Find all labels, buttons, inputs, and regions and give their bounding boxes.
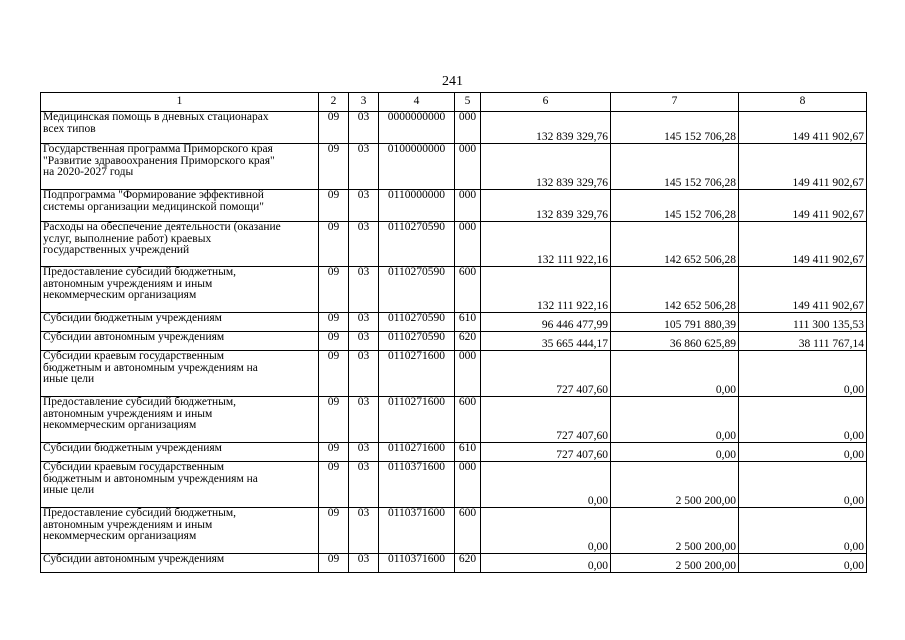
section-code-cell: 09 — [319, 351, 349, 397]
section-code-cell: 09 — [319, 267, 349, 313]
expense-type-cell: 000 — [455, 462, 481, 508]
subsection-code-cell: 03 — [349, 554, 379, 573]
subsection-code-cell: 03 — [349, 190, 379, 222]
subsection-code-cell: 03 — [349, 267, 379, 313]
target-article-cell: 0110000000 — [379, 190, 455, 222]
amount-cell-8: 149 411 902,67 — [739, 190, 867, 222]
subsection-code-cell: 03 — [349, 351, 379, 397]
row-name-cell: Субсидии краевым государственным бюджетным и автономным учреждениям на иные цели — [41, 351, 319, 397]
section-code-cell: 09 — [319, 554, 349, 573]
expense-type-cell: 000 — [455, 112, 481, 144]
target-article-cell: 0000000000 — [379, 112, 455, 144]
table-row — [41, 462, 867, 508]
subsection-code-cell: 03 — [349, 222, 379, 267]
row-name-cell: Субсидии бюджетным учреждениям — [41, 313, 319, 332]
amount-cell-7: 36 860 625,89 — [611, 332, 739, 351]
target-article-cell: 0110271600 — [379, 351, 455, 397]
subsection-code-cell: 03 — [349, 397, 379, 443]
amount-cell-7: 145 152 706,28 — [611, 190, 739, 222]
target-article-cell: 0110270590 — [379, 267, 455, 313]
expense-type-cell: 610 — [455, 443, 481, 462]
expense-type-cell: 000 — [455, 222, 481, 267]
amount-cell-8: 149 411 902,67 — [739, 112, 867, 144]
target-article-cell: 0110270590 — [379, 313, 455, 332]
expense-type-cell: 000 — [455, 190, 481, 222]
section-code-cell: 09 — [319, 443, 349, 462]
table-row — [41, 332, 867, 351]
table-row — [41, 313, 867, 332]
subsection-code-cell: 03 — [349, 144, 379, 190]
amount-cell-8: 0,00 — [739, 397, 867, 443]
amount-cell-6: 132 839 329,76 — [481, 190, 611, 222]
table-row — [41, 222, 867, 267]
column-header: 1 — [41, 93, 319, 112]
expense-type-cell: 600 — [455, 397, 481, 443]
row-name-cell: Предоставление субсидий бюджетным, автономным учреждениям и иным некоммерческим организациям — [41, 267, 319, 313]
target-article-cell: 0110371600 — [379, 462, 455, 508]
expense-type-cell: 600 — [455, 267, 481, 313]
table-row — [41, 267, 867, 313]
amount-cell-8: 0,00 — [739, 351, 867, 397]
amount-cell-6: 35 665 444,17 — [481, 332, 611, 351]
amount-cell-7: 142 652 506,28 — [611, 222, 739, 267]
table-row — [41, 144, 867, 190]
amount-cell-8: 0,00 — [739, 443, 867, 462]
amount-cell-6: 132 839 329,76 — [481, 144, 611, 190]
target-article-cell: 0110270590 — [379, 332, 455, 351]
target-article-cell: 0110270590 — [379, 222, 455, 267]
amount-cell-7: 0,00 — [611, 443, 739, 462]
row-name-cell: Предоставление субсидий бюджетным, автономным учреждениям и иным некоммерческим организациям — [41, 508, 319, 554]
row-name-cell: Государственная программа Приморского края "Развитие здравоохранения Приморского края" на 2020-2027 годы — [41, 144, 319, 190]
expense-type-cell: 000 — [455, 144, 481, 190]
target-article-cell: 0110271600 — [379, 443, 455, 462]
row-name-cell: Расходы на обеспечение деятельности (оказание услуг, выполнение работ) краевых государственных учреждений — [41, 222, 319, 267]
table-body — [41, 112, 867, 573]
amount-cell-8: 38 111 767,14 — [739, 332, 867, 351]
subsection-code-cell: 03 — [349, 313, 379, 332]
row-name-cell: Субсидии автономным учреждениям — [41, 554, 319, 573]
row-name-cell: Субсидии автономным учреждениям — [41, 332, 319, 351]
subsection-code-cell: 03 — [349, 332, 379, 351]
table-row — [41, 397, 867, 443]
row-name-cell: Субсидии бюджетным учреждениям — [41, 443, 319, 462]
target-article-cell: 0100000000 — [379, 144, 455, 190]
budget-table — [40, 92, 867, 573]
row-name-cell: Медицинская помощь в дневных стационарах всех типов — [41, 112, 319, 144]
column-header: 2 — [319, 93, 349, 112]
amount-cell-6: 96 446 477,99 — [481, 313, 611, 332]
amount-cell-6: 727 407,60 — [481, 351, 611, 397]
table-row — [41, 190, 867, 222]
section-code-cell: 09 — [319, 190, 349, 222]
expense-type-cell: 000 — [455, 351, 481, 397]
section-code-cell: 09 — [319, 332, 349, 351]
amount-cell-6: 0,00 — [481, 554, 611, 573]
amount-cell-6: 727 407,60 — [481, 443, 611, 462]
subsection-code-cell: 03 — [349, 443, 379, 462]
section-code-cell: 09 — [319, 313, 349, 332]
table-row — [41, 554, 867, 573]
amount-cell-6: 0,00 — [481, 462, 611, 508]
amount-cell-8: 0,00 — [739, 554, 867, 573]
section-code-cell: 09 — [319, 112, 349, 144]
page-number: 241 — [442, 74, 463, 89]
row-name-cell: Субсидии краевым государственным бюджетным и автономным учреждениям на иные цели — [41, 462, 319, 508]
amount-cell-7: 145 152 706,28 — [611, 112, 739, 144]
amount-cell-8: 149 411 902,67 — [739, 144, 867, 190]
section-code-cell: 09 — [319, 144, 349, 190]
expense-type-cell: 610 — [455, 313, 481, 332]
amount-cell-6: 727 407,60 — [481, 397, 611, 443]
table-row — [41, 112, 867, 144]
column-header: 6 — [481, 93, 611, 112]
amount-cell-7: 105 791 880,39 — [611, 313, 739, 332]
amount-cell-7: 0,00 — [611, 351, 739, 397]
row-name-cell: Подпрограмма "Формирование эффективной системы организации медицинской помощи" — [41, 190, 319, 222]
amount-cell-6: 132 111 922,16 — [481, 267, 611, 313]
expense-type-cell: 620 — [455, 332, 481, 351]
table-row — [41, 443, 867, 462]
amount-cell-8: 149 411 902,67 — [739, 267, 867, 313]
expense-type-cell: 620 — [455, 554, 481, 573]
table-row — [41, 508, 867, 554]
column-header: 4 — [379, 93, 455, 112]
amount-cell-8: 111 300 135,53 — [739, 313, 867, 332]
column-header: 7 — [611, 93, 739, 112]
target-article-cell: 0110371600 — [379, 508, 455, 554]
amount-cell-7: 2 500 200,00 — [611, 554, 739, 573]
amount-cell-7: 145 152 706,28 — [611, 144, 739, 190]
amount-cell-7: 142 652 506,28 — [611, 267, 739, 313]
section-code-cell: 09 — [319, 222, 349, 267]
subsection-code-cell: 03 — [349, 508, 379, 554]
column-header: 5 — [455, 93, 481, 112]
table-row — [41, 351, 867, 397]
amount-cell-7: 0,00 — [611, 397, 739, 443]
row-name-cell: Предоставление субсидий бюджетным, автономным учреждениям и иным некоммерческим организациям — [41, 397, 319, 443]
amount-cell-7: 2 500 200,00 — [611, 508, 739, 554]
section-code-cell: 09 — [319, 508, 349, 554]
section-code-cell: 09 — [319, 397, 349, 443]
amount-cell-7: 2 500 200,00 — [611, 462, 739, 508]
subsection-code-cell: 03 — [349, 112, 379, 144]
amount-cell-6: 132 111 922,16 — [481, 222, 611, 267]
amount-cell-6: 132 839 329,76 — [481, 112, 611, 144]
amount-cell-8: 0,00 — [739, 508, 867, 554]
section-code-cell: 09 — [319, 462, 349, 508]
amount-cell-8: 0,00 — [739, 462, 867, 508]
subsection-code-cell: 03 — [349, 462, 379, 508]
target-article-cell: 0110371600 — [379, 554, 455, 573]
amount-cell-8: 149 411 902,67 — [739, 222, 867, 267]
amount-cell-6: 0,00 — [481, 508, 611, 554]
column-header: 8 — [739, 93, 867, 112]
header-row — [41, 93, 867, 112]
column-header: 3 — [349, 93, 379, 112]
target-article-cell: 0110271600 — [379, 397, 455, 443]
expense-type-cell: 600 — [455, 508, 481, 554]
